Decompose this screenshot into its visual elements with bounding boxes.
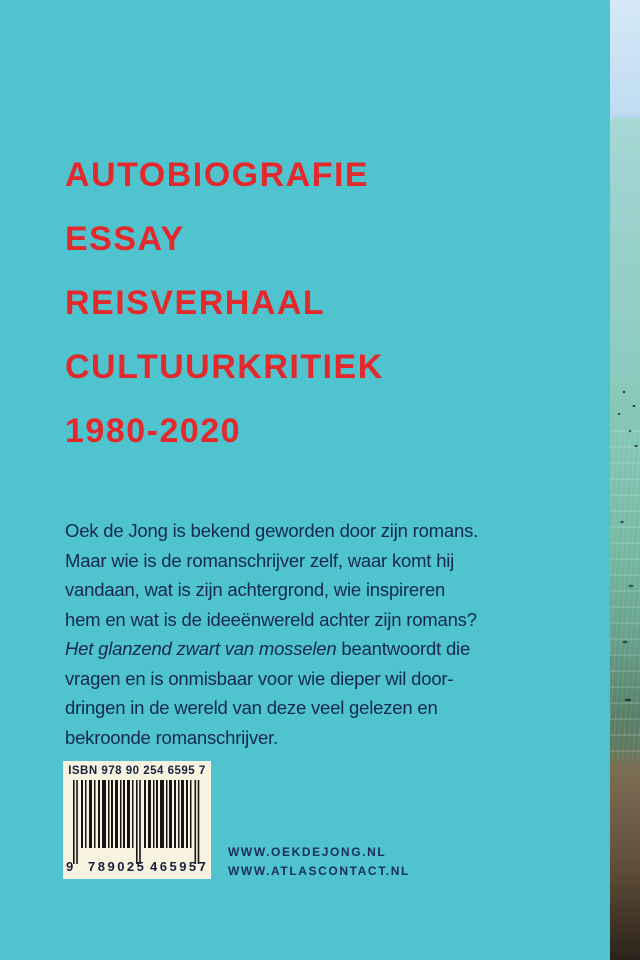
- website-urls: [228, 843, 410, 880]
- barcode-digit-lead: 9: [66, 859, 76, 874]
- blurb-line: Maar wie is de romanschrijver zelf, waar komt hij: [65, 549, 455, 571]
- blurb-paragraph: [65, 516, 478, 752]
- blurb-line: vragen en is onmisbaar voor wie dieper wil door-: [65, 667, 454, 689]
- blurb-line: vandaan, wat is zijn achtergrond, wie inspireren: [65, 579, 446, 600]
- barcode-bars: [73, 780, 201, 868]
- book-title-italic: Het glanzend zwart van mosselen: [65, 638, 337, 659]
- genre-heading: REISVERHAAL: [65, 284, 326, 322]
- blurb-line: Oek de Jong is bekend geworden door zijn romans.: [65, 520, 479, 541]
- publisher-website-url: WWW.ATLASCONTACT.NL: [228, 863, 410, 878]
- genre-heading: ESSAY: [65, 220, 185, 258]
- isbn-barcode: [63, 761, 211, 879]
- genre-heading: AUTOBIOGRAFIE: [65, 156, 370, 194]
- blurb-line: bekroonde romanschrijver.: [65, 726, 278, 748]
- author-website-url: WWW.OEKDEJONG.NL: [228, 845, 387, 859]
- genre-heading-years: 1980-2020: [65, 412, 242, 450]
- blurb-line-rest: beantwoordt die: [336, 638, 471, 659]
- barcode-digit-group1: 789025: [88, 859, 147, 874]
- isbn-number-label: ISBN 978 90 254 6595 7: [68, 765, 206, 777]
- barcode-digit-group2: 465957: [150, 859, 209, 874]
- blurb-line: hem en wat is de ideeënwereld achter zijn romans?: [65, 608, 477, 630]
- blurb-line: dringen in de wereld van deze veel gelezen en: [65, 697, 438, 718]
- blurb-line: [65, 634, 478, 664]
- sea-beach-photo-strip: [610, 0, 640, 960]
- genre-heading-list: [65, 143, 384, 463]
- genre-heading: CULTUURKRITIEK: [65, 348, 384, 386]
